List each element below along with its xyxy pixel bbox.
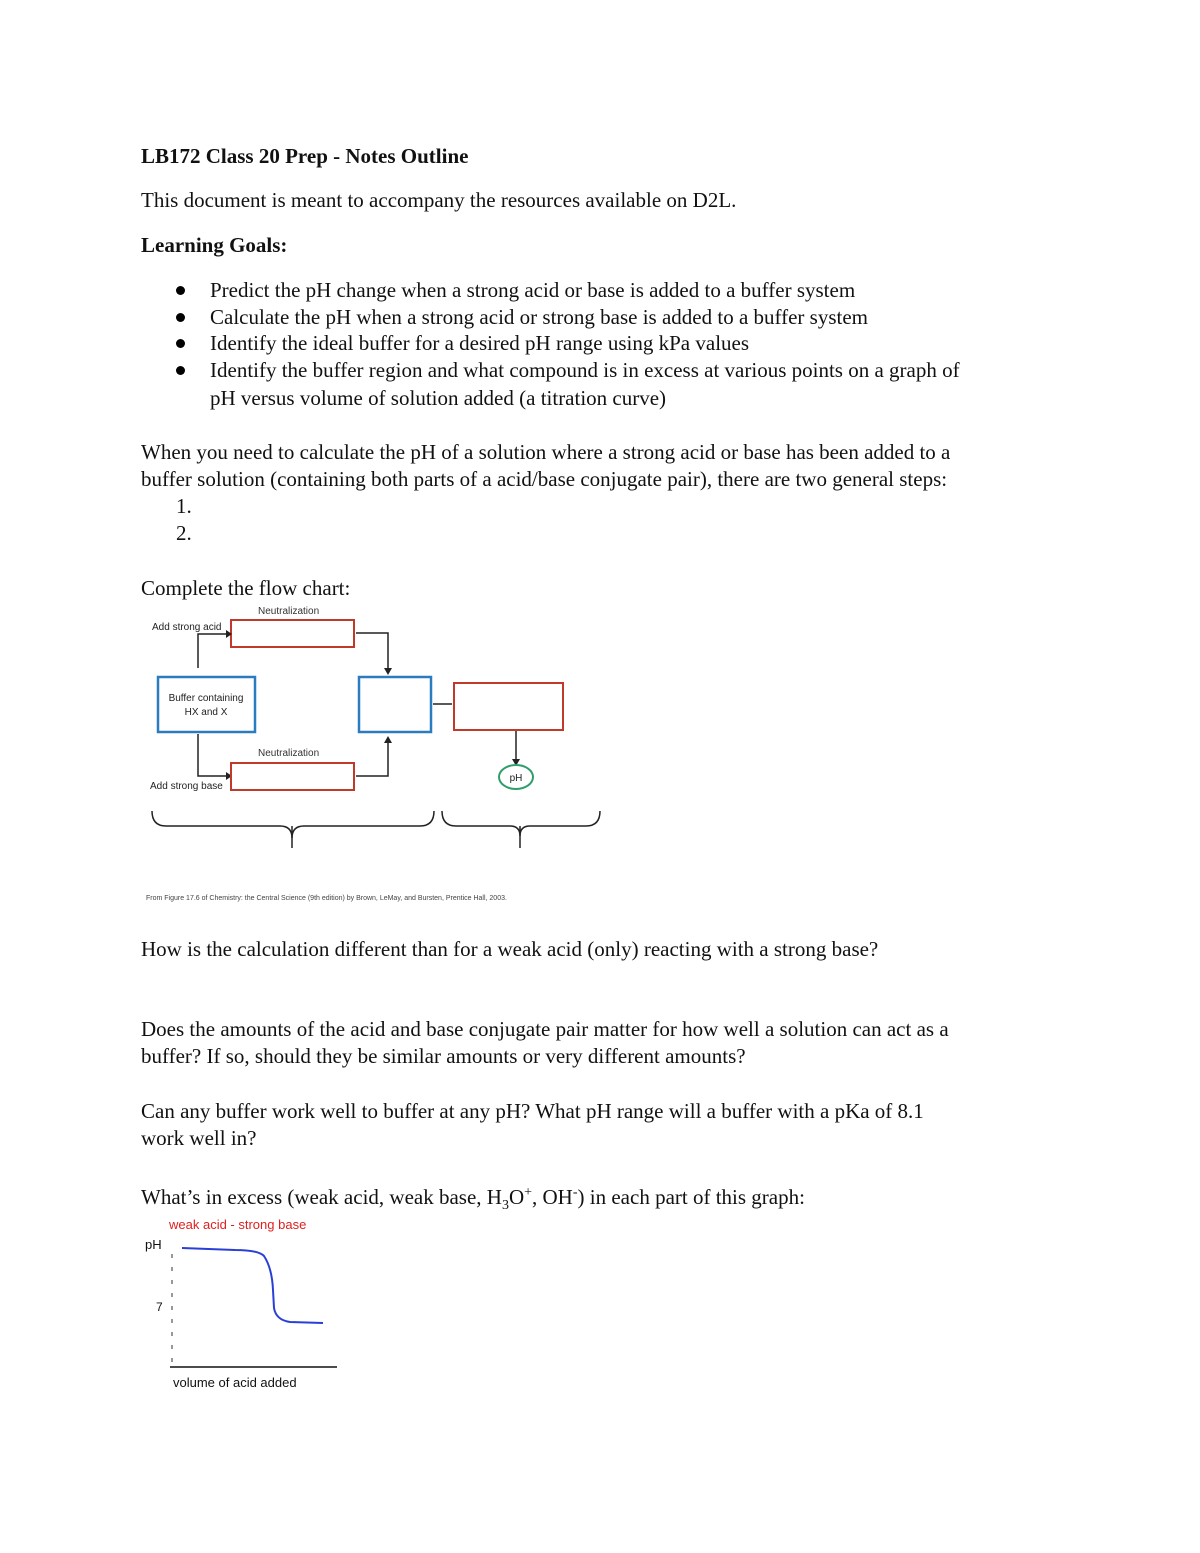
question-2-line: buffer? If so, should they be similar amounts or very different amounts? (141, 1044, 746, 1068)
goal-item: Identify the buffer region and what compound is in excess at various points on a graph of (210, 358, 960, 382)
question-1: How is the calculation different than for a weak acid (only) reacting with a strong base? (141, 937, 879, 961)
goal-item: Calculate the pH when a strong acid or strong base is added to a buffer system (210, 305, 869, 329)
bullet (176, 366, 185, 375)
base-neutralization-box (231, 763, 354, 790)
step-number: 1. (176, 494, 192, 518)
top-to-result-arrow (356, 633, 388, 668)
titration-curve (182, 1248, 323, 1323)
bottom-neutralization-label: Neutralization (258, 748, 320, 759)
flow-chart (140, 598, 610, 908)
result-buffer-box (359, 677, 431, 732)
titration-graph (140, 1212, 350, 1397)
goal-item: Predict the pH change when a strong acid or base is added to a buffer system (210, 278, 856, 302)
goal-item: Identify the ideal buffer for a desired pH range using kPa values (210, 331, 750, 355)
acid-arrow (198, 634, 226, 668)
document-title: LB172 Class 20 Prep - Notes Outline (141, 144, 469, 168)
buffer-box (158, 677, 255, 732)
left-bracket (152, 811, 434, 838)
ph-7-tick-label: 7 (156, 1300, 163, 1314)
intro-text: This document is meant to accompany the resources available on D2L. (141, 188, 737, 212)
base-arrow (198, 734, 226, 776)
flow-prompt: Complete the flow chart: (141, 576, 351, 600)
graph-xlabel: volume of acid added (173, 1375, 297, 1390)
bullet (176, 313, 185, 322)
question-3-line: Can any buffer work well to buffer at any pH? What pH range will a buffer with a pKa of 8.1 (141, 1099, 924, 1123)
add-strong-acid-label: Add strong acid (152, 622, 222, 633)
buffer-label-line1: Buffer containing (168, 693, 244, 704)
steps-paragraph-line: buffer solution (containing both parts of a acid/base conjugate pair), there are two general steps: (141, 467, 948, 491)
steps-paragraph-line: When you need to calculate the pH of a solution where a strong acid or base has been added to a (141, 440, 951, 464)
equilibrium-box (454, 683, 563, 730)
bullet (176, 339, 185, 348)
top-neutralization-label: Neutralization (258, 606, 320, 617)
question-3-line: work well in? (141, 1126, 257, 1150)
ph-label: pH (509, 773, 523, 784)
bottom-to-result-arrow (356, 742, 388, 776)
add-strong-base-label: Add strong base (150, 781, 223, 792)
step-number: 2. (176, 521, 192, 545)
acid-neutralization-box (231, 620, 354, 647)
goal-item-continued: pH versus volume of solution added (a titration curve) (210, 386, 667, 410)
graph-ylabel: pH (145, 1237, 162, 1252)
question-2-line: Does the amounts of the acid and base conjugate pair matter for how well a solution can act as a (141, 1017, 949, 1041)
bullet (176, 286, 185, 295)
goals-heading: Learning Goals: (141, 233, 288, 257)
graph-title: weak acid - strong base (169, 1217, 307, 1232)
figure-source: From Figure 17.6 of Chemistry: the Central Science (9th edition) by Brown, LeMay, and Bursten, Prentice Hall, 2003. (146, 895, 507, 902)
question-4: What’s in excess (weak acid, weak base, $H_3O^+$, OH-) in each part of this graph: (141, 1185, 805, 1214)
right-bracket (442, 811, 600, 836)
buffer-label-line2: HX and X (184, 707, 228, 718)
